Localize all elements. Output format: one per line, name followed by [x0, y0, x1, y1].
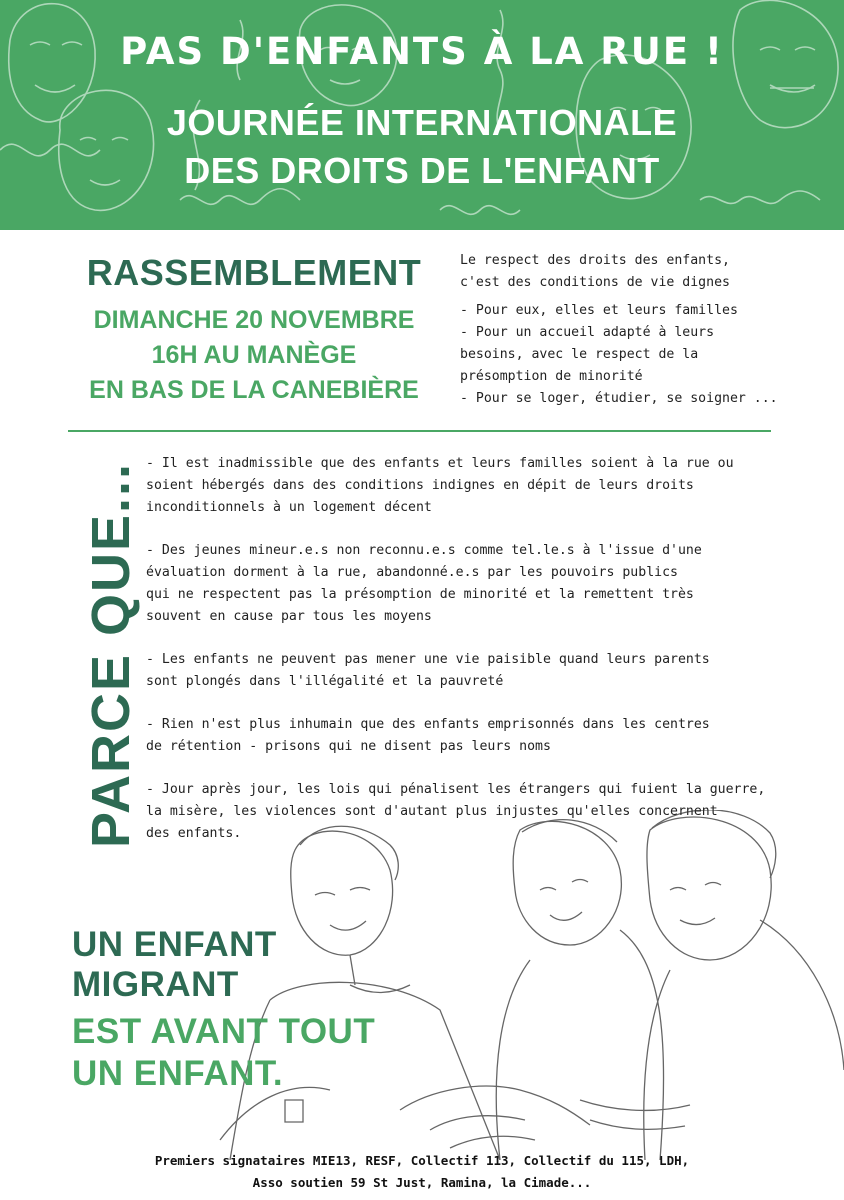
event-time-place: 16H AU MANÈGE	[151, 341, 357, 369]
reason-paragraph	[146, 453, 786, 519]
reason-paragraph	[146, 649, 786, 693]
section-divider	[68, 430, 771, 432]
motto-line-4: UN ENFANT.	[72, 1054, 284, 1093]
reason-line: souvent en cause par tous les moyens	[146, 609, 432, 624]
reason-line: inconditionnels à un logement décent	[146, 500, 432, 515]
reason-paragraph	[146, 714, 786, 758]
respect-line: - Pour eux, elles et leurs familles	[460, 303, 738, 318]
motto-line-3: EST AVANT TOUT	[72, 1012, 376, 1051]
event-date: DIMANCHE 20 NOVEMBRE	[93, 306, 415, 334]
reason-line: des enfants.	[146, 826, 242, 841]
reason-line: de rétention - prisons qui ne disent pas leurs noms	[146, 739, 551, 754]
reason-line: évaluation dorment à la rue, abandonné.e.s par les pouvoirs publics	[146, 565, 678, 580]
event-location: EN BAS DE LA CANEBIÈRE	[89, 376, 419, 404]
young-people-line-illustration	[200, 810, 844, 1160]
reason-line: - Des jeunes mineur.e.s non reconnu.e.s comme tel.le.s à l'issue d'une	[146, 543, 702, 558]
reason-line: - Rien n'est plus inhumain que des enfants emprisonnés dans les centres	[146, 717, 710, 732]
motto-line-1: UN ENFANT	[72, 925, 277, 964]
reason-paragraph	[146, 540, 786, 628]
signatories-line-1: Premiers signataires MIE13, RESF, Collectif 113, Collectif du 115, LDH,	[154, 1153, 690, 1168]
event-heading: RASSEMBLEMENT	[86, 252, 422, 293]
reason-line: qui ne respectent pas la présomption de minorité et la remettent très	[146, 587, 694, 602]
title-line-2: DES DROITS DE L'ENFANT	[184, 150, 660, 191]
signatories-line-2: Asso soutien 59 St Just, Ramina, la Cimade...	[252, 1175, 592, 1190]
parce-que-vertical-title: PARCE QUE...	[81, 461, 141, 848]
header-banner	[0, 0, 844, 230]
respect-line: c'est des conditions de vie dignes	[460, 275, 730, 290]
slogan: PAS D'ENFANTS À LA RUE !	[120, 30, 724, 73]
reasons-list	[146, 453, 786, 866]
title-line-1: JOURNÉE INTERNATIONALE	[166, 102, 678, 143]
respect-line: - Pour un accueil adapté à leurs	[460, 325, 715, 340]
respect-line: présomption de minorité	[460, 369, 643, 384]
respect-line: besoins, avec le respect de la	[460, 347, 699, 362]
respect-line: Le respect des droits des enfants,	[460, 253, 730, 268]
reason-line: soient hébergés dans des conditions indignes en dépit de leurs droits	[146, 478, 694, 493]
reason-line: la misère, les violences sont d'autant plus injustes qu'elles concernent	[146, 804, 718, 819]
respect-block	[460, 250, 790, 410]
reason-line: sont plongés dans l'illégalité et la pauvreté	[146, 674, 504, 689]
respect-line: - Pour se loger, étudier, se soigner ...	[460, 391, 778, 406]
reason-line: - Les enfants ne peuvent pas mener une vie paisible quand leurs parents	[146, 652, 710, 667]
reason-line: - Il est inadmissible que des enfants et leurs familles soient à la rue ou	[146, 456, 734, 471]
reason-line: - Jour après jour, les lois qui pénalisent les étrangers qui fuient la guerre,	[146, 782, 766, 797]
motto-line-2: MIGRANT	[72, 965, 239, 1004]
